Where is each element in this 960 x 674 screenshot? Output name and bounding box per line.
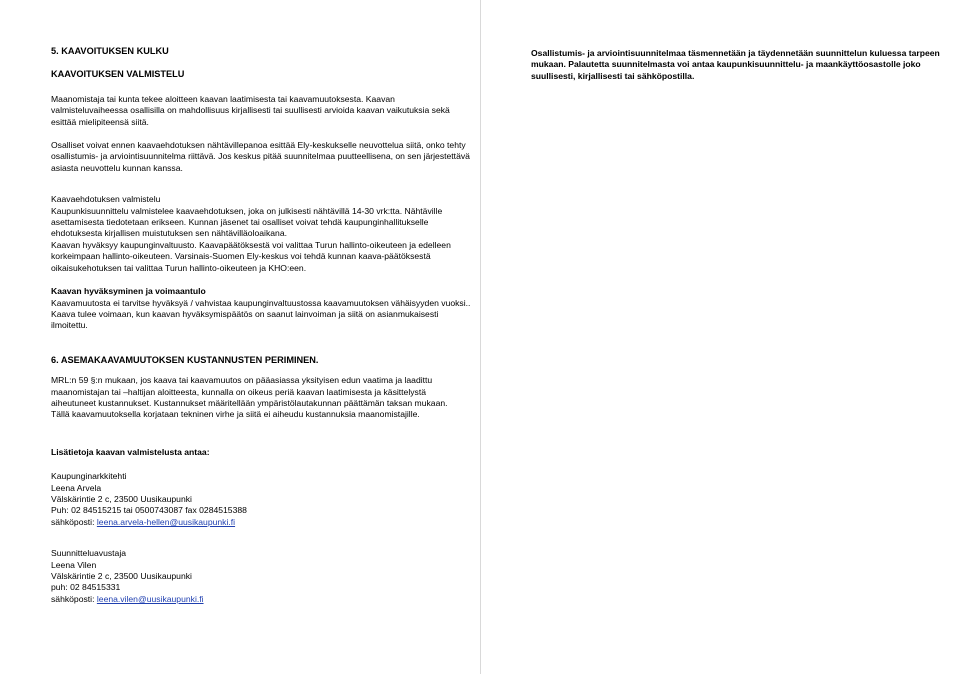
text-line: suullisesti, kirjallisesti tai sähköpostilla. <box>531 70 695 81</box>
section-5-heading: 5. KAAVOITUKSEN KULKU <box>51 46 169 56</box>
text-line: osallistumis- ja arviointisuunnitelma riittävä. Jos keskus pitää suunnitelmaa puutteellisena, on sen järjestettävä <box>51 151 470 162</box>
text-line: Kaavan hyväksyy kaupunginvaltuusto. Kaavapäätöksestä voi valittaa Turun hallinto-oikeuteen ja edelleen <box>51 239 451 250</box>
contact-email-row <box>51 517 461 528</box>
feedback-note <box>531 48 940 82</box>
contact-role: Suunnitteluavustaja <box>51 548 127 559</box>
text-line: Tällä kaavamuutoksella korjataan tekninen virhe ja siitä ei aiheudu kustannuksia maanomistajille. <box>51 409 420 420</box>
paragraph-costs <box>51 375 461 421</box>
text-line: Osallistumis- ja arviointisuunnitelmaa täsmennetään ja täydennetään suunnittelun kuluessa tarpeen <box>531 48 940 58</box>
contact-role: Kaupunginarkkitehti <box>51 471 127 482</box>
text-line: Maanomistaja tai kunta tekee aloitteen kaavan laatimisesta tai kaavamuutoksesta. Kaavan <box>51 93 395 104</box>
paragraph-initiative <box>51 94 461 128</box>
text-line: MRL:n 59 §:n mukaan, jos kaava tai kaavamuutos on pääasiassa yksityisen edun vaatima ja laadittu <box>51 375 433 386</box>
email-label: sähköposti: <box>51 516 97 527</box>
text-line: ilmoitettu. <box>51 320 88 331</box>
contact-address: Välskärintie 2 c, 23500 Uusikaupunki <box>51 493 192 504</box>
text-line: korkeimpaan hallinto-oikeuteen. Varsinais-Suomen Ely-keskus voi tehdä kunnan kaava-päätöksestä <box>51 251 431 262</box>
subsection-title: Kaavan hyväksyminen ja voimaantulo <box>51 286 206 297</box>
contact-phone: Puh: 02 84515215 tai 0500743087 fax 0284515388 <box>51 505 247 516</box>
text-line: Osalliset voivat ennen kaavaehdotuksen nähtävillepanoa esittää Ely-keskukselle neuvottelua siitä, onko tehty <box>51 140 466 151</box>
text-line: maanomistajan tai –haltijan aloitteesta, kunnalla on oikeus periä kaavan laatimisesta ja käsittelystä <box>51 386 426 397</box>
right-column <box>531 48 940 82</box>
page-divider <box>480 0 481 674</box>
contact-name: Leena Vilen <box>51 559 97 570</box>
contact-name: Leena Arvela <box>51 482 102 493</box>
subsection-title: Kaavaehdotuksen valmistelu <box>51 194 161 205</box>
email-link[interactable]: leena.arvela-hellen@uusikaupunki.fi <box>96 516 236 527</box>
section-5-subheading: KAAVOITUKSEN VALMISTELU <box>51 69 185 80</box>
section-6-heading: 6. ASEMAKAAVAMUUTOKSEN KUSTANNUSTEN PERIMINEN. <box>51 354 319 365</box>
contact-address: Välskärintie 2 c, 23500 Uusikaupunki <box>51 571 192 581</box>
text-line: Kaava tulee voimaan, kun kaavan hyväksymispäätös on saanut lainvoiman ja siitä on asianmukaisesti <box>51 308 439 319</box>
paragraph-approval <box>51 286 471 332</box>
left-column <box>51 46 471 605</box>
text-line: aiheutuneet kustannukset. Kustannukset määritellään ympäristölautakunnan päättämän taksan mukaan. <box>51 397 448 408</box>
text-line: oikaisukehotuksen tai valittaa Turun hallinto-oikeuteen ja KHO:een. <box>51 262 307 273</box>
contacts-heading: Lisätietoja kaavan valmistelusta antaa: <box>51 446 210 457</box>
paragraph-proposal-preparation <box>51 194 461 274</box>
text-line: Kaavamuutosta ei tarvitse hyväksyä / vahvistaa kaupunginvaltuustossa kaavamuutoksen vähäisyyden vuoksi.. <box>51 297 471 308</box>
text-line: Kaupunkisuunnittelu valmistelee kaavaehdotuksen, joka on julkisesti nähtävillä 14-30 vrk:tta. Nähtäville <box>51 205 443 216</box>
text-line: valmisteluvaiheessa osallisilla on mahdollisuus kirjallisesti tai suullisesti arvioida kaavan vaikutuksia sekä <box>51 105 450 116</box>
text-line: asiasta neuvottelu kunnan kanssa. <box>51 162 183 173</box>
email-link[interactable]: leena.vilen@uusikaupunki.fi <box>96 593 204 604</box>
paragraph-ely-negotiation <box>51 140 470 174</box>
text-line: ehdotuksesta kirjallisen muistutuksen sen nähtävilläoloaikana. <box>51 228 287 239</box>
contact-phone: puh: 02 84515331 <box>51 582 121 593</box>
contact-assistant <box>51 548 461 605</box>
contact-email-row <box>51 594 461 605</box>
text-line: esittää mielipiteensä siitä. <box>51 116 149 127</box>
text-line: asettamisesta tiedotetaan erikseen. Kunnan jäsenet tai osalliset voivat tehdä kaupunginhallitukselle <box>51 217 429 228</box>
text-line: mukaan. Palautetta suunnitelmasta voi antaa kaupunkisuunnittelu- ja maankäyttöosastolle joko <box>531 59 921 70</box>
contact-architect <box>51 471 461 528</box>
email-label: sähköposti: <box>51 593 97 604</box>
